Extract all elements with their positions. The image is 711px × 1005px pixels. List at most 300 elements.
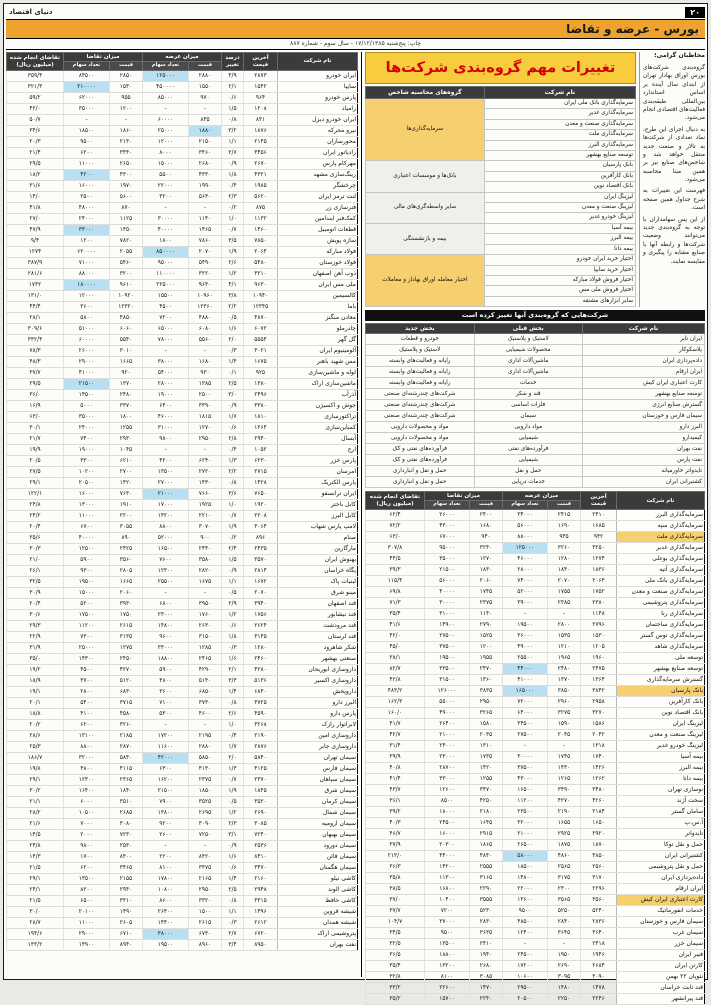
table-row [7,214,358,225]
new-sector-cell: مواد و محصولات دارویی [366,422,475,433]
value-cell: ۲۶۹۰ [548,961,581,972]
value-cell: ۷۱/۳ [366,598,425,609]
company-cell: نفت بهران [582,444,704,455]
company-cell: توسعه صنایع بهشهر [582,389,704,400]
company-cell: ملی مس ایران [278,280,358,291]
value-cell: ۳۳۰۰ [63,456,109,467]
value-cell: - [143,104,189,115]
value-cell: ۲۰۵۰۰ [63,478,109,489]
value-cell: ۲۸۸۰ [189,71,222,82]
table-row [366,917,705,928]
value-cell: ۳۴۷۵ [189,863,222,874]
value-cell: ۹۴۵ [548,532,581,543]
value-cell: ۰/۲ [222,533,244,544]
value-cell: ۶۲۱۰ [110,456,143,467]
value-cell: ۱۲۷۰ [470,554,503,565]
value-cell: ۳۷/۰ [366,895,425,906]
value-cell: ۲۹۵۰ [189,434,222,445]
value-cell: ۱۲۰۵ [581,642,617,653]
table-row [366,829,705,840]
value-cell: ۶۸۴۰ [244,687,278,698]
value-cell: ۱۲۰۸ [244,104,278,115]
value-cell: ۰/۶ [222,93,244,104]
value-cell: ۱۳۱۰ [470,741,503,752]
company-cell: شکر شاهرود [278,643,358,654]
value-cell: ۳۸۵۰ [548,686,581,697]
value-cell: ۶۴۰۰ [143,401,189,412]
value-cell: ۲/۱ [222,665,244,676]
company-cell: نیرو محرکه [278,126,358,137]
value-cell: ۲۶۷۰ [244,159,278,170]
table-row [366,939,705,950]
value-cell: ۲۴۸۰ [548,664,581,675]
value-cell: ۱۹۹۰ [189,181,222,192]
table-row [7,929,358,940]
value-cell: ۱۰۹۲۰ [110,291,143,302]
value-cell: ۱۳۶۴ [581,675,617,686]
value-cell: ۷۲۰۰ [143,313,189,324]
value-cell: ۲۲۱۰ [189,511,222,522]
value-cell: ۱۲۵۰۰ [63,544,109,555]
value-cell: ۴۲۰۰۰ [143,753,189,764]
value-cell: ۲۴۶۰ [244,654,278,665]
table-row [7,808,358,819]
value-cell: ۱۹۵۰۰ [424,653,469,664]
value-cell: ۲۸۰۰ [63,687,109,698]
value-cell: ۲۳۰۰۰ [143,610,189,621]
value-cell: ۵۴۰۰۰ [143,368,189,379]
value-cell: ۱۳۰۰۰ [63,500,109,511]
value-cell: ۵۹۰۰ [143,665,189,676]
value-cell: ۴۸۷۰ [244,313,278,324]
value-cell: ۱۸۸۰ [189,126,222,137]
company-cell: سازه پویش [278,236,358,247]
value-cell: ۲۵۳۶ [244,841,278,852]
value-cell: ۳۵۱۰ [110,797,143,808]
value-cell: ۲۷۹۰ [470,620,503,631]
company-cell: پارس خزر [278,456,358,467]
company-cell: کمباین‌سازی [278,423,358,434]
value-cell: ۱/۱ [222,907,244,918]
value-cell: ۱۶۷۲ [244,577,278,588]
masthead: دنیای اقتصاد [9,8,53,16]
company-cell: مینو شرق [278,588,358,599]
value-cell: ۵۲۰۰۰ [143,533,189,544]
value-cell: ۶۴۰۰۰ [503,708,548,719]
value-cell: ۲۷۱۵ [244,467,278,478]
value-cell: ۲۱۹۰ [244,731,278,742]
value-cell: ۲۳۷۰ [244,775,278,786]
company-cell: آبسال [278,434,358,445]
group-company-cell: بیمه دانا [484,244,635,254]
value-cell: ۳۲۶۵ [470,708,503,719]
value-cell: ۱۴۹۰۰ [63,940,109,951]
table-row [7,731,358,742]
value-cell: ۱۴۸۰۰ [143,621,189,632]
company-cell: رادیاتور ایران [278,148,358,159]
article-paragraph: به دنبال اجرای این طرح، نماد تعدادی از شرکت‌ها به تالار و صنعت جدید منتقل خواهد شد و شاخص‌های صنایع نیز بر همین مبنا محاسبه می‌شود. [643,126,705,184]
value-cell: ۲/۵ [222,885,244,896]
value-cell: ۱۰۵۲ [244,445,278,456]
value-cell: ۲۲۴۶ [581,994,617,1005]
company-cell: بهنوش ایران [278,555,358,566]
new-sector-cell: رایانه و فعالیت‌های وابسته [366,378,475,389]
value-cell: ۲۲۰۰ [110,511,143,522]
value-cell: ۵۱۲۰ [110,676,143,687]
value-cell: ۶۰۰۰۰ [143,115,189,126]
table-row [7,368,358,379]
value-cell: ۱۶۰/۰ [366,708,425,719]
table-row [366,620,705,631]
group-company-cell: لیزینگ خودرو غدیر [484,213,635,223]
old-sector-cell: فلزات اساسی [474,400,582,411]
article-paragraph: گروه‌بندی شرکت‌های بورس اوراق بهادار تهران از ابتدای سال آینده بر اساس استاندارد بین‌المللی طبقه‌بندی فعالیت‌های اقتصادی انجام می‌شود. [643,64,705,122]
value-cell: ۲۳۵۰۰ [503,807,548,818]
value-cell: ۱۶۰۰۰ [424,829,469,840]
company-header: نام شرکت [617,492,705,510]
value-cell: ۳۵۵۵ [470,895,503,906]
company-cell: لابراتوار رازک [278,720,358,731]
value-cell: ۰/۹ [222,566,244,577]
value-cell: ۱۱۰۰۰۰ [143,269,189,280]
value-cell: ۱۳۷۰ [548,675,581,686]
value-cell: ۶۰۸۰ [189,324,222,335]
value-cell: ۲۰/۵ [7,456,64,467]
value-cell: ۳۳۱۵ [244,896,278,907]
value-cell: ۶۸۳۰ [110,687,143,698]
company-cell: سرمایه‌گذاری بوعلی [617,554,705,565]
value-cell: ۲۴۰۰ [470,510,503,521]
value-cell: ۱۸/۲ [7,170,64,181]
table-row [7,698,358,709]
value-cell: ۱۶۵۵ [548,818,581,829]
table-row [366,785,705,796]
company-cell: چرخشگر [278,181,358,192]
supply-header: میزان عرضه [503,492,581,501]
value-cell: ۲۶۳۰ [189,621,222,632]
value-cell: ۶۲/۴ [366,510,425,521]
value-cell: ۳۶۳۵ [470,928,503,939]
value-cell: ۲۸۳۰ [470,917,503,928]
group-label-cell: سایر واسطه‌گری‌های مالی [366,192,485,223]
value-cell: ۱۴۵۰۰ [63,390,109,401]
company-cell: سرمایه‌گذاری شاهد [617,642,705,653]
value-cell: ۳۰۹۰ [189,819,222,830]
company-cell: شیشه همدان [278,918,358,929]
company-cell: ایران خودرو دیزل [278,115,358,126]
shares-subheader: تعداد سهام [143,62,189,71]
value-cell: ۶۰۰۰۰ [63,335,109,346]
value-cell: ۱۶۲۰۰ [143,775,189,786]
table-row [7,830,358,841]
table-row [366,345,705,356]
value-cell: ۲۱۴۵ [244,137,278,148]
company-cell: ایران ترانسفو [278,489,358,500]
value-cell: - [143,588,189,599]
value-cell: ۵۲۳۰ [470,906,503,917]
dateline: چاپ: پنج‌شنبه ۱۷/۱۲/۱۳۸۵ - سال سوم - شماره ۸۸۷ [6,39,705,50]
value-cell: ۱۲۵۵ [110,423,143,434]
value-cell: ۴۸۰۰۰ [63,203,109,214]
table-row [366,664,705,675]
value-cell: ۴۶/۷ [366,829,425,840]
value-cell: ۱۲۱۰ [548,642,581,653]
value-cell: ۷۲۰۰ [424,906,469,917]
table-row [7,291,358,302]
value-cell: ۴۰/۳ [366,818,425,829]
value-cell: ۲۶۵۰۰ [503,840,548,851]
value-cell: ۱/۰ [222,214,244,225]
value-cell: ۲۰/۱ [7,698,64,709]
value-cell: ۳۲۴۰ [470,543,503,554]
value-cell: ۳۱۷۵ [548,873,581,884]
value-cell: ۰/۳ [222,918,244,929]
value-cell: ۲۹/۱ [7,874,64,885]
table-row [7,258,358,269]
value-cell: ۲۳۸۰ [581,598,617,609]
value-cell: ۱۱۳۰۰ [424,873,469,884]
value-cell: ۶۵۰۰ [63,896,109,907]
value-cell: ۱۹۵۵ [470,653,503,664]
value-cell: ۰/۵ [222,313,244,324]
value-cell: ۱۷۴۰ [581,752,617,763]
value-cell: - [143,841,189,852]
value-cell: ۱۲۳۲۰ [110,302,143,313]
table-row [366,367,705,378]
value-cell: ۲۱۸۵ [110,731,143,742]
group-label-cell: اختیار معامله اوراق بهادار و معاملات [366,255,485,307]
value-cell: ۲۱۵۰ [189,137,222,148]
value-cell: ۲۹/۵ [7,379,64,390]
value-cell: ۱۲۰۰ [63,236,109,247]
value-cell: ۶۲۰۰۰۰ [63,247,109,258]
value-cell: ۷۴۰۰ [63,434,109,445]
value-cell: ۱۲۸۰ [548,554,581,565]
company-cell: امرسان [278,467,358,478]
value-cell: ۹۲۵ [244,368,278,379]
value-cell: ۰/۷ [222,511,244,522]
new-sector-cell: رایانه و فعالیت‌های وابسته [366,367,475,378]
table-row [7,401,358,412]
value-cell: ۱۹۱۰ [110,500,143,511]
value-cell: ۲۴۳۵ [244,544,278,555]
value-cell: ۳۸۰۰۰ [143,357,189,368]
table-row [366,598,705,609]
company-cell: کشتیرانی ایران [582,477,704,488]
value-cell: ۱۷۴۵ [548,752,581,763]
group-company-cell: بانک کارآفرین [484,171,635,181]
value-cell: ۲۱۶۰ [244,874,278,885]
value-cell: ۲۷۵۰۰ [424,631,469,642]
value-cell: ۱۹۲۰ [244,500,278,511]
value-cell: ۴۱۰۰۰ [63,368,109,379]
value-cell: ۲/۰ [222,335,244,346]
value-cell: ۶۰۶۰ [110,324,143,335]
value-cell: ۲۴۰۰۰ [424,741,469,752]
table-row [7,82,358,93]
value-cell: ۲۵۶۰ [581,862,617,873]
value-cell: ۱۳۵۰۰ [63,874,109,885]
value-cell: ۱۸۰۰ [143,236,189,247]
value-cell: ۱۸۰۰۰۰ [63,280,109,291]
value-cell: ۰/۱ [222,368,244,379]
value-cell: ۲۷۵۰۰ [503,730,548,741]
value-cell: ۱۷۶۰ [189,610,222,621]
value-cell: ۵۴۶۰ [110,258,143,269]
market-table-left [6,52,358,951]
table-row [7,225,358,236]
company-cell: کمک‌فنر ایندامین [278,214,358,225]
table-row [366,950,705,961]
value-cell: ۱۴/۰ [7,192,64,203]
value-cell: ۴۲/۰ [366,631,425,642]
value-cell: ۳۶/۱ [366,796,425,807]
company-cell: لامپ پارس شهاب [278,522,358,533]
value-cell: ۳۰۹۵ [548,972,581,983]
value-cell: ۳۳۲/۴ [7,335,64,346]
value-cell: ۵۹/۲ [7,93,64,104]
value-cell: ۱۲۶۴ [244,423,278,434]
value-cell: ۳/۲ [222,126,244,137]
value-cell: ۲۶۹۰ [244,808,278,819]
value-cell: ۳۲۷۵ [548,708,581,719]
company-cell: سیمان شرق [278,786,358,797]
value-cell: ۳۶۰۰ [63,302,109,313]
value-cell: ۵۱۳۶ [244,676,278,687]
value-cell: ۱۴۳۰۰ [63,654,109,665]
table-row [7,643,358,654]
value-cell: ۱۵۳۵ [548,631,581,642]
value-cell: ۲۷/۵ [7,467,64,478]
value-cell: ۱۲۸۵ [189,643,222,654]
value-cell: ۲۸۷۰ [110,742,143,753]
section-bar [6,19,705,39]
price-subheader: قیمت [548,501,581,510]
value-cell: ۱۷۰۰۰ [143,500,189,511]
table-row [366,543,705,554]
table-row [7,753,358,764]
value-cell: ۳۴۶۵ [110,863,143,874]
value-cell: ۲۱۳/۰ [366,851,425,862]
company-cell: سیمان بهبهان [278,830,358,841]
value-cell: ۸۹۶ [244,533,278,544]
value-cell: ۲/۴ [222,544,244,555]
value-cell: ۱۸۴۰ [548,565,581,576]
company-cell: قطعات اتومبیل [278,225,358,236]
company-cell: سرمایه‌گذاری بانک ملی [617,576,705,587]
value-cell: ۱۶۸۵ [581,521,617,532]
value-cell: ۱/۶ [222,654,244,665]
value-cell: ۲۹۳۰ [110,434,143,445]
value-cell: ۲۵۰۰۰ [143,126,189,137]
value-cell: ۶۳۰۰ [143,764,189,775]
value-cell: ۱۳۵۰۰ [143,467,189,478]
company-cell: سایپا [278,82,358,93]
value-cell: ۸۸۰۰۰ [503,532,548,543]
company-cell: سرمایه‌گذاری البرز [617,510,705,521]
value-cell: ۲۶۰۰۰ [63,346,109,357]
value-cell: ۴۲۵۰ [470,796,503,807]
right-region [365,52,705,1003]
value-cell: ۲۹۵۰ [470,697,503,708]
value-cell: ۱/۷ [222,742,244,753]
value-cell: ۳۰۶۴ [244,522,278,533]
table-row [366,255,636,265]
value-cell: ۳۸۴۲ [581,686,617,697]
company-cell: کاشی نیلو [278,874,358,885]
changed-section-title: شرکت‌هایی که گروه‌بندی آنها تغییر کرده است [365,310,705,321]
value-cell: ۲۸۰۵ [110,566,143,577]
value-cell: ۱۰۲۰۰ [63,467,109,478]
company-cell: داروسازی اکسیر [278,676,358,687]
value-cell: ۹۶۳۰ [244,280,278,291]
value-cell: ۲۴۱۵ [548,510,581,521]
value-cell: ۲۵/۳ [7,742,64,753]
value-cell: ۲۲۰۰۰ [143,181,189,192]
value-cell: ۱۸۸۰۰ [143,654,189,665]
value-cell: ۳۰/۲ [7,786,64,797]
value-cell: ۲۷۰۰ [110,467,143,478]
value-cell: ۲۰/۲ [7,720,64,731]
value-cell: ۶۰۷۲ [244,324,278,335]
value-cell: ۱۴۶۰ [244,225,278,236]
company-cell: نفت پارس [582,455,704,466]
value-cell: ۲۴۷۰ [470,664,503,675]
table-row [366,983,705,994]
value-cell: ۳۰۱۰ [110,346,143,357]
new-sector-cell: فرآورده‌های نفتی و کک [366,455,475,466]
value-cell: ۲۸/۷ [7,918,64,929]
value-cell: ۴۵۰۰ [63,665,109,676]
value-cell: ۲۷۲۰ [189,467,222,478]
table-row [366,895,705,906]
value-cell: ۲۶۱۵ [189,918,222,929]
value-cell: ۱۳۱۸ [581,741,617,752]
value-cell: ۵۲۰۰ [63,599,109,610]
table-row [366,763,705,774]
value-cell: ۳۲/۵ [366,939,425,950]
company-cell: ایران ارقام [582,367,704,378]
value-cell: ۹۰۰ [189,533,222,544]
value-cell: ۳۲۱۰ [244,269,278,280]
value-cell: ۵۲۰۰۰ [503,587,548,598]
value-cell: ۰/۸ [222,896,244,907]
value-cell: ۱۳۷۰ [110,379,143,390]
company-cell: لبنیات پاک [278,577,358,588]
new-sector-cell: شرکت‌های چندرشته‌ای صنعتی [366,400,475,411]
value-cell: ۱۸۰۰ [110,412,143,423]
value-cell: ۲۸۰۰ [548,620,581,631]
value-cell: ۴۹۰۰۰ [424,708,469,719]
value-cell: ۹۳۰ [189,368,222,379]
value-cell: ۳۹۵۰ [189,599,222,610]
value-cell: ۵۵۶۰ [189,335,222,346]
value-cell: ۲۱/۶ [7,819,64,830]
value-cell: ۱/۳ [222,764,244,775]
value-cell: ۳۸/۱ [366,653,425,664]
value-cell: ۷۲۳۰ [110,830,143,841]
value-cell: ۲۴/۲ [7,511,64,522]
value-cell: ۳۴۵۰۰ [503,719,548,730]
article-paragraph: فهرست این تغییرات به شرح جداول همین صفحه است. [643,188,705,212]
value-cell: ۱/۴ [222,687,244,698]
value-cell: ۲۰۶۰ [470,576,503,587]
value-cell: ۳۷۰۰ [63,676,109,687]
company-cell: سرمایه‌گذاری آتیه [617,565,705,576]
value-cell: ۳۷/۷ [7,368,64,379]
value-cell: ۹۵۰۰ [63,137,109,148]
value-cell: ۲۲۹۶ [581,884,617,895]
